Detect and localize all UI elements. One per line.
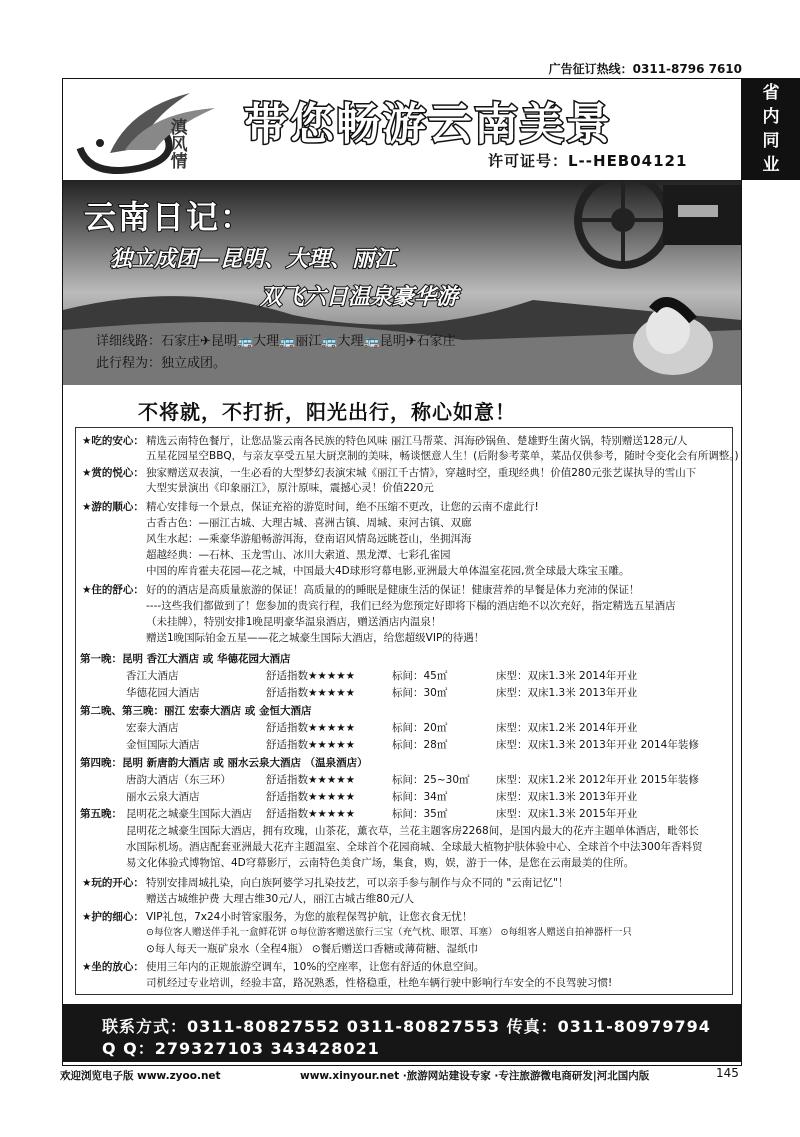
- hotel-night-header: 第五晚：: [80, 808, 122, 820]
- contact-qq: Q Q：279327103 343428021: [102, 1039, 380, 1058]
- detail-text: ⊙每位客人赠送伴手礼一盒鲜花饼 ⊙每位游客赠送旅行三宝（充气枕、眼罩、耳塞） ⊙每组客人赠送自拍神器杆一只: [146, 927, 632, 938]
- brand-logo: [70, 88, 220, 178]
- route-stop: 昆明: [210, 334, 237, 349]
- hotel-rating: 舒适指数★★★★★: [266, 791, 356, 803]
- hotel-bed: 床型：双床1.2米 2012年开业 2015年装修: [496, 774, 699, 786]
- hotel-name: 丽水云泉大酒店: [126, 791, 200, 803]
- section-label: ★护的细心：: [82, 911, 144, 923]
- section-tab-char: 省: [762, 83, 780, 103]
- route-stop: 昆明: [379, 334, 406, 349]
- contact-bar: [62, 1004, 742, 1062]
- section-tab-char: 同: [762, 131, 780, 151]
- detail-text: 古香古色：—丽江古城、大理古城、喜洲古镇、周城、束河古镇、双廊: [146, 517, 472, 529]
- hotel-area: 标间：30㎡: [392, 687, 448, 699]
- detail-text: 赠送古城维护费 大理古维30元/人，丽江古城古维80元/人: [146, 893, 415, 905]
- hotel-night-header: 第四晚：昆明 新唐韵大酒店 或 丽水云泉大酒店 （温泉酒店）: [80, 757, 368, 769]
- section-tab-char: 业: [762, 155, 780, 175]
- bus-icon: 🚌: [236, 334, 254, 349]
- bus-icon: 🚌: [363, 334, 380, 349]
- detail-text: 使用三年内的正规旅游空调车，10%的空座率，让您有舒适的休息空间。: [146, 961, 485, 973]
- section-label: ★玩的开心：: [82, 877, 144, 889]
- banner-diary-title: 云南日记：: [84, 198, 255, 236]
- hotel-bed: 床型：双床1.3米 2013年开业: [496, 687, 638, 699]
- hotel-name: 宏泰大酒店: [126, 722, 179, 734]
- detail-text: 中国的库肯霍夫花园—花之城，中国最大4D球形穹幕电影,亚洲最大单体温室花园,赏全球最大珠宝玉雕。: [146, 565, 630, 577]
- section-label: ★吃的安心：: [82, 435, 144, 447]
- hotel-name: 香江大酒店: [126, 670, 179, 682]
- detail-text: 风生水起：—乘豪华游船畅游洱海，登南诏风情岛远眺苍山，坐拥洱海: [146, 533, 472, 545]
- hotel-rating: 舒适指数★★★★★: [266, 687, 356, 699]
- footer-right: www.xinyour.net ·旅游网站建设专家 ·专注旅游微电商研发|河北国内版: [300, 1070, 650, 1082]
- detail-text: 好的的酒店是高质量旅游的保证！高质量的的睡眠是健康生活的保证！健康营养的早餐是体力充沛的保证！: [146, 584, 640, 596]
- detail-text: 赠送1晚国际铂金五星——花之城豪生国际大酒店，给您超级VIP的待遇！: [146, 632, 485, 644]
- footer-left: 欢迎浏览电子版 www.zyoo.net: [60, 1070, 221, 1082]
- section-tab: [742, 78, 800, 180]
- hotel-area: 标间：28㎡: [392, 739, 448, 751]
- detail-text: 特别安排周城扎染，向白族阿婆学习扎染技艺，可以亲手参与制作与众不同的 "云南记忆"！: [146, 877, 569, 889]
- detail-text: ⊙每人每天一瓶矿泉水（全程4瓶） ⊙餐后赠送口香糖或薄荷糖、湿纸巾: [146, 943, 479, 955]
- route-stop: 石家庄: [161, 334, 201, 349]
- route-label: 详细线路：: [96, 334, 162, 349]
- license-number: 许可证号：L--HEB04121: [488, 152, 688, 170]
- tour-type: 此行程为：独立成团。: [96, 356, 227, 371]
- hotel-area: 标间：35㎡: [392, 808, 448, 820]
- detail-text: 超越经典：—石林、玉龙雪山、冰川大索道、黑龙潭、七彩孔雀园: [146, 549, 451, 561]
- hotel-rating: 舒适指数★★★★★: [266, 774, 356, 786]
- plane-icon: ✈: [200, 334, 211, 349]
- hotel-rating: 舒适指数★★★★★: [266, 739, 356, 751]
- hotel-name: 金恒国际大酒店: [126, 739, 200, 751]
- hotel-night-header: 第一晚：昆明 香江大酒店 或 华德花园大酒店: [80, 653, 291, 665]
- detail-text: 五星花园星空BBQ，与亲友享受五星大厨烹制的美味，畅谈惬意人生！(后附参考菜单，菜品仅供参考，随时令变化会有所调整。): [146, 450, 739, 462]
- hotel-name: 唐韵大酒店（东三环）: [126, 774, 231, 786]
- route-stop: 大理: [253, 334, 280, 349]
- hotel-name: 华德花园大酒店: [126, 687, 200, 699]
- detail-text: 大型实景演出《印象丽江》，原汁原味，震撼心灵！价值220元: [146, 482, 434, 494]
- hotel-bed: 床型：双床1.3米 2013年开业: [496, 791, 638, 803]
- section-label: ★住的舒心：: [82, 584, 144, 596]
- detail-text: ----这些我们都做到了！您参加的贵宾行程，我们已经为您预定好即将下榻的酒店绝不以次充好，指定精选五星酒店: [146, 600, 676, 612]
- route-stop: 丽江: [295, 334, 322, 349]
- detail-text: 精选云南特色餐厅，让您品鉴云南各民族的特色风味 丽江马帮菜、洱海砂锅鱼、楚雄野生菌火锅，特别赠送128元/人: [146, 435, 688, 447]
- detail-text: 司机经过专业培训，经验丰富，路况熟悉，性格稳重，杜绝车辆行驶中影响行车安全的不良驾驶习惯!: [146, 977, 613, 989]
- hotel-description: 昆明花之城豪生国际大酒店，拥有玫瑰，山茶花，薰衣草，兰花主题客房2268间，是国内最大的花卉主题单体酒店，毗邻长: [126, 825, 699, 837]
- hotel-bed: 床型：双床1.2米 2014年开业: [496, 722, 638, 734]
- hotel-bed: 床型：双床1.3米 2013年开业 2014年装修: [496, 739, 699, 751]
- ad-title: 带您畅游云南美景: [244, 99, 612, 150]
- hotel-bed: 床型：双床1.3米 2014年开业: [496, 670, 638, 682]
- hotel-area: 标间：20㎡: [392, 722, 448, 734]
- detail-text: 精心安排每一个景点，保证充裕的游览时间，绝不压缩不更改，让您的云南不虚此行!: [146, 501, 539, 513]
- detail-text: 独家赠送双表演，一生必看的大型梦幻表演宋城《丽江千古情》，穿越时空，重现经典！价值280元张艺谋执导的雪山下: [146, 467, 697, 479]
- hotel-name: 昆明花之城豪生国际大酒店: [126, 808, 252, 820]
- hotel-description: 水国际机场。酒店配套亚洲最大花卉主题温室、全球首个花园商城、全球最大植物护肤体验中心、全球首个中法300年香料贸: [126, 841, 703, 853]
- section-tab-char: 内: [762, 107, 780, 127]
- bus-icon: 🚌: [321, 334, 338, 349]
- section-label: ★游的顺心：: [82, 501, 144, 513]
- hotel-rating: 舒适指数★★★★★: [266, 722, 356, 734]
- ad-hotline: 广告征订热线：0311-8796 7610: [548, 62, 742, 76]
- route-stop: 大理: [337, 334, 364, 349]
- detail-text: （未挂牌），特别安排1晚昆明豪华温泉酒店，赠送酒店内温泉！: [146, 616, 442, 628]
- banner-subheadline: 双飞六日温泉豪华游: [260, 285, 459, 310]
- hotel-description: 易文化体验式博物馆、4D穹幕影厅，云南特色美食广场，集食，购，娱，游于一体，是您在云南最美的住所。: [126, 857, 635, 869]
- itinerary-details: [75, 427, 739, 995]
- hotel-area: 标间：45㎡: [392, 670, 448, 682]
- hotel-bed: 床型：双床1.3米 2015年开业: [496, 808, 638, 820]
- detail-text: VIP礼包，7x24小时管家服务，为您的旅程保驾护航，让您衣食无忧！: [146, 911, 473, 923]
- page-number: 145: [716, 1066, 739, 1080]
- hotel-area: 标间：34㎡: [392, 791, 448, 803]
- brand-logo-text: 滇风情: [170, 118, 188, 172]
- route-line: [96, 330, 456, 349]
- banner-headline: 独立成团—昆明、大理、丽江: [110, 247, 397, 272]
- plane-icon: ✈: [405, 334, 417, 349]
- slogan: 不将就，不打折，阳光出行，称心如意！: [138, 400, 516, 424]
- hotel-rating: 舒适指数★★★★★: [266, 808, 356, 820]
- bus-icon: 🚌: [279, 334, 296, 349]
- section-label: ★坐的放心：: [82, 961, 144, 973]
- hotel-rating: 舒适指数★★★★★: [266, 670, 356, 682]
- section-label: ★赏的悦心：: [82, 467, 144, 479]
- contact-phones: 联系方式：0311-80827552 0311-80827553 传真：0311-80979794: [102, 1017, 711, 1036]
- hotel-night-header: 第二晚、第三晚：丽江 宏泰大酒店 或 金恒大酒店: [80, 705, 312, 717]
- hotel-area: 标间：25~30㎡: [392, 774, 470, 786]
- route-stop: 石家庄: [416, 334, 456, 349]
